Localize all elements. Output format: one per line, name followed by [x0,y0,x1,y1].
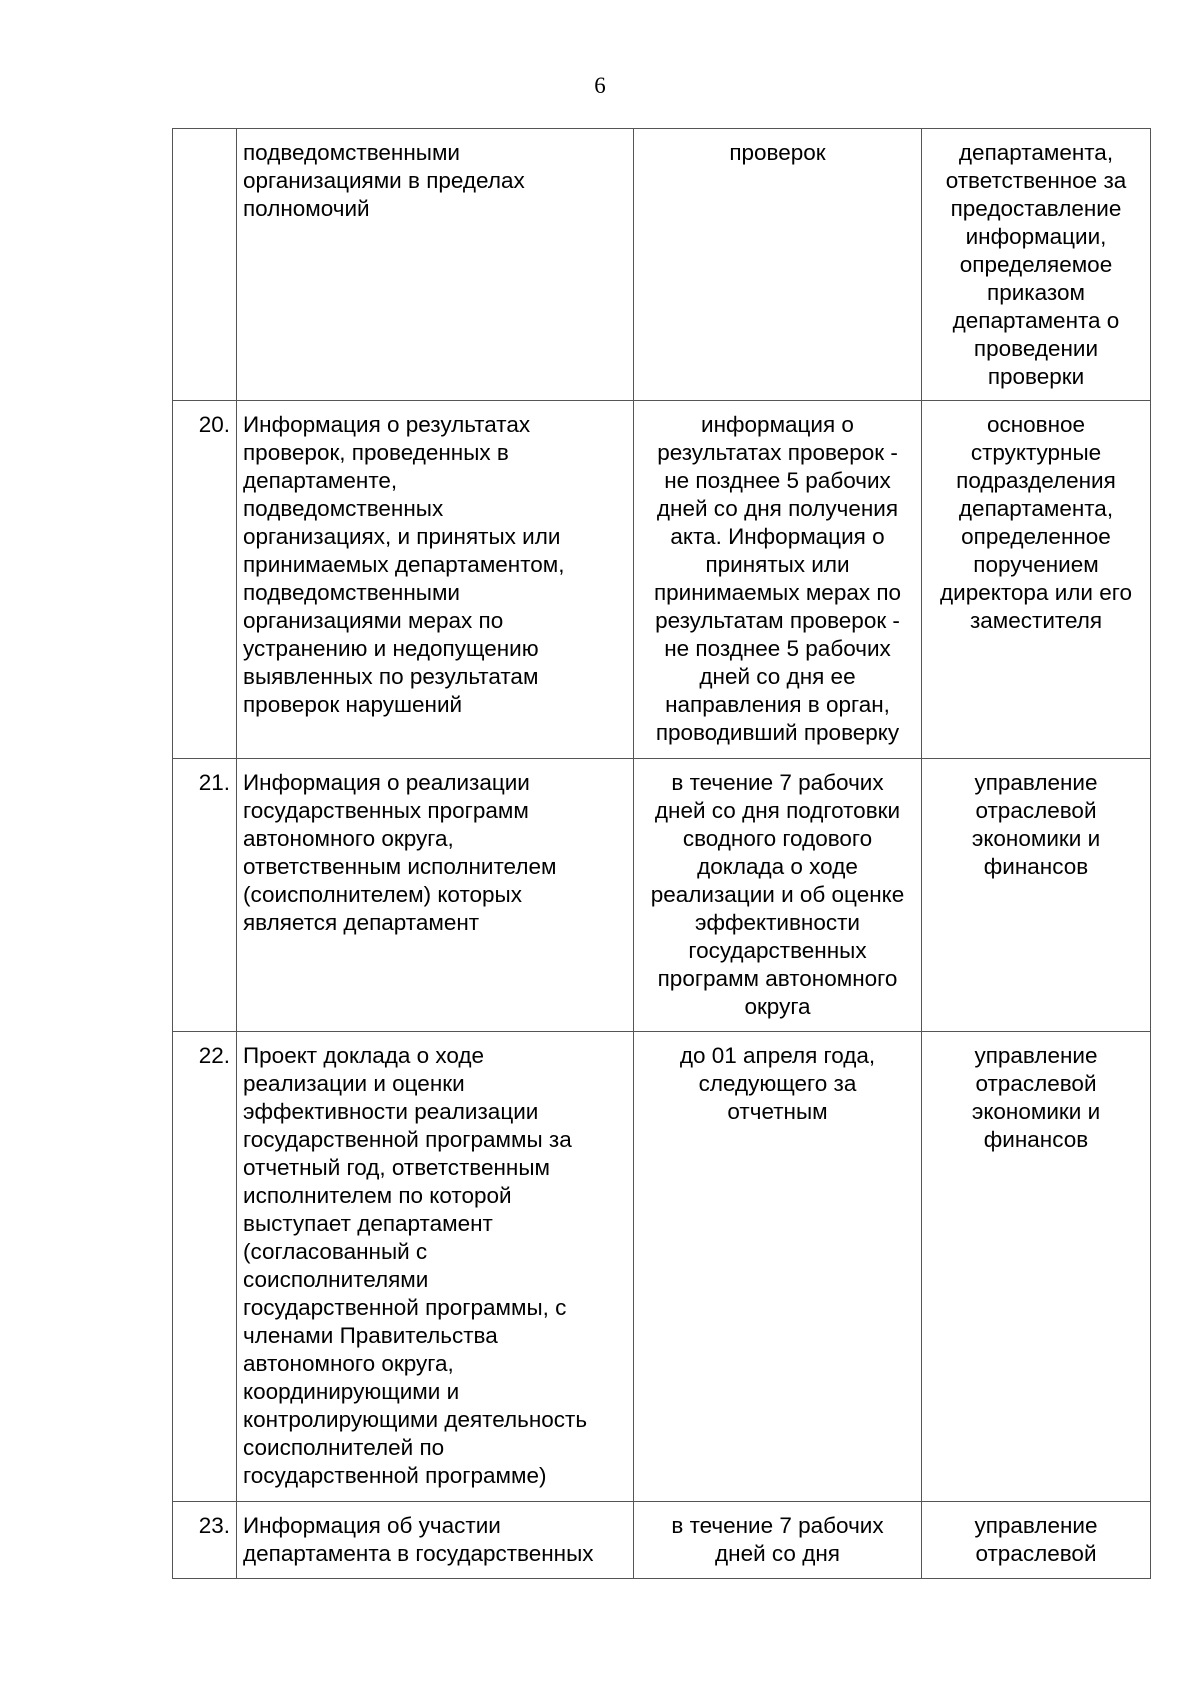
deadline-cell: в течение 7 рабочих дней со дня [634,1502,922,1579]
table-row [173,1032,1151,1502]
responsible-cell: управление отраслевой экономики и финансов [922,1032,1151,1502]
deadline-cell: в течение 7 рабочих дней со дня подготовки сводного годового доклада о ходе реализации и об оценке эффективности государственных программ автономного округа [634,759,922,1032]
row-number-cell: 20. [173,401,237,759]
item-name-cell: подведомственными организациями в пределах полномочий [237,129,634,401]
item-name-cell: Информация о результатах проверок, проведенных в департаменте, подведомственных организациях, и принятых или принимаемых департаментом, подведомственными организациями мерах по устранению и недопущению выявленных по результатам проверок нарушений [237,401,634,759]
table-row [173,401,1151,759]
row-number-cell: 21. [173,759,237,1032]
item-name-cell: Проект доклада о ходе реализации и оценки эффективности реализации государственной программы за отчетный год, ответственным исполнителем по которой выступает департамент (согласованный с соисполнителями государственной программы, с членами Правительства автономного округа, координирующими и контролирующими деятельность соисполнителей по государственной программе) [237,1032,634,1502]
table-row [173,1502,1151,1579]
responsible-cell: основное структурные подразделения департамента, определенное поручением директора или его заместителя [922,401,1151,759]
row-number-cell [173,129,237,401]
item-name-cell: Информация о реализации государственных программ автономного округа, ответственным исполнителем (соисполнителем) которых является департамент [237,759,634,1032]
table-row [173,759,1151,1032]
item-name-cell: Информация об участии департамента в государственных [237,1502,634,1579]
responsible-cell: управление отраслевой экономики и финансов [922,759,1151,1032]
document-table [172,128,1151,1579]
table-row [173,129,1151,401]
responsible-cell: департамента, ответственное за предоставление информации, определяемое приказом департамента о проведении проверки [922,129,1151,401]
deadline-cell: до 01 апреля года, следующего за отчетным [634,1032,922,1502]
row-number-cell: 23. [173,1502,237,1579]
deadline-cell: информация о результатах проверок - не позднее 5 рабочих дней со дня получения акта. Информация о принятых или принимаемых мерах по результатам проверок - не позднее 5 рабочих дней со дня ее направления в орган, проводивший проверку [634,401,922,759]
deadline-cell: проверок [634,129,922,401]
responsible-cell: управление отраслевой [922,1502,1151,1579]
row-number-cell: 22. [173,1032,237,1502]
page-number: 6 [594,73,606,98]
